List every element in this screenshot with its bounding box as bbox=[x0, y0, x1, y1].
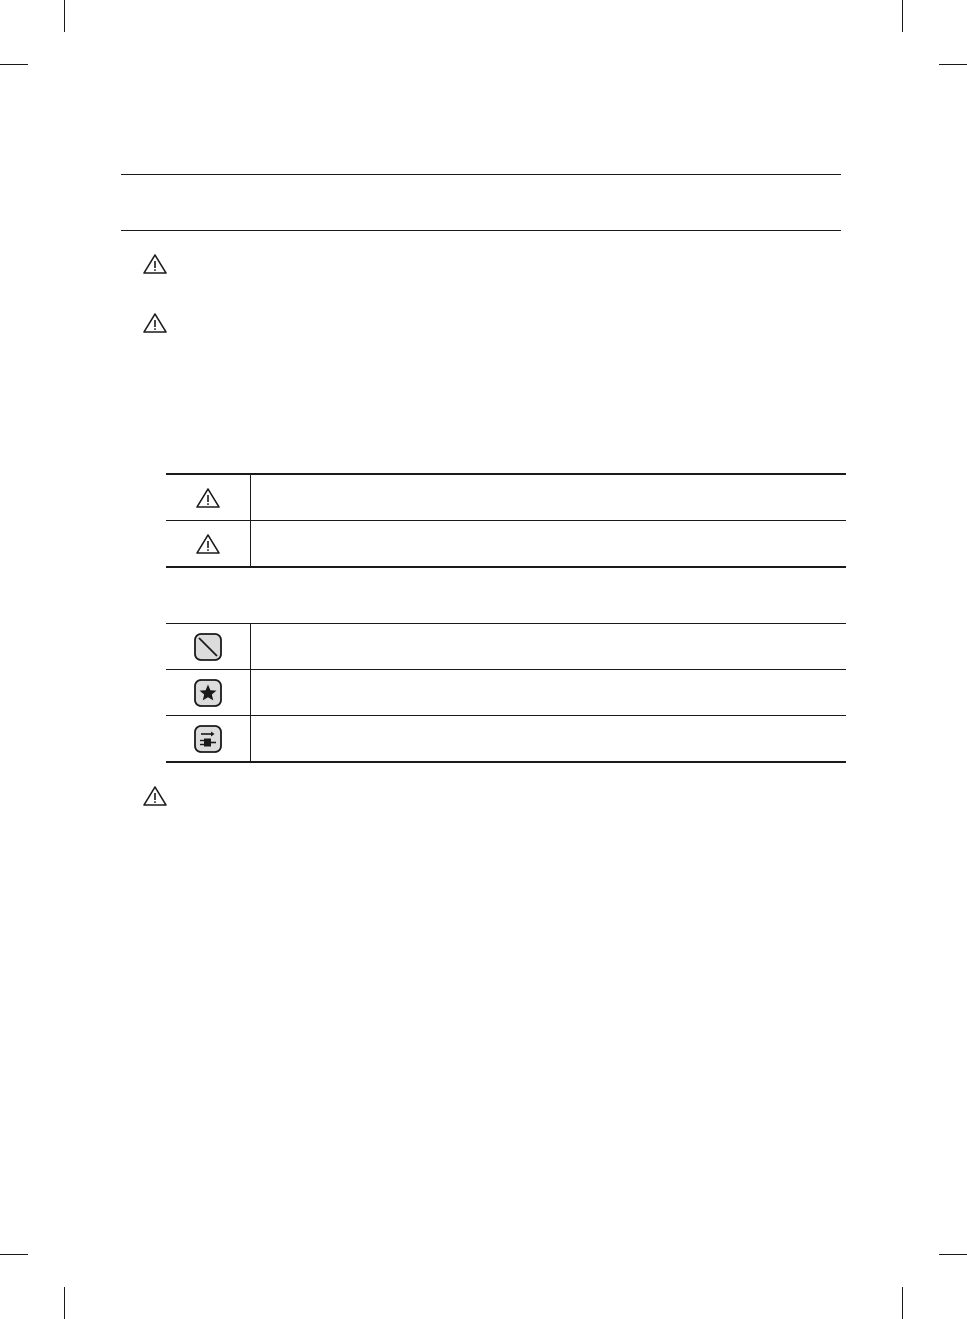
icon-cell bbox=[166, 670, 251, 716]
unplug-icon bbox=[193, 730, 223, 747]
warning-triangle-icon bbox=[142, 312, 168, 334]
table-row bbox=[166, 521, 846, 568]
crop-mark bbox=[0, 64, 28, 65]
crop-mark bbox=[64, 1287, 65, 1319]
warning-triangle-icon bbox=[142, 253, 168, 275]
table-row bbox=[166, 716, 846, 763]
prohibited-sign-icon bbox=[193, 638, 223, 655]
table-cell bbox=[251, 624, 847, 670]
crop-mark bbox=[902, 0, 903, 32]
table-cell bbox=[251, 521, 847, 568]
icon-cell bbox=[166, 521, 251, 568]
icon-cell bbox=[166, 716, 251, 763]
warning-triangle-icon bbox=[142, 785, 168, 807]
crop-mark bbox=[902, 1287, 903, 1319]
table-row bbox=[166, 624, 846, 670]
symbols-table bbox=[166, 623, 846, 763]
header-top-rule bbox=[121, 174, 841, 175]
crop-mark bbox=[64, 0, 65, 32]
crop-mark bbox=[0, 1254, 28, 1255]
table-cell bbox=[251, 474, 847, 521]
header-bottom-rule bbox=[121, 230, 841, 231]
warning-symbols-table bbox=[166, 473, 846, 568]
icon-cell bbox=[166, 624, 251, 670]
warning-triangle-icon bbox=[195, 535, 221, 552]
table-cell bbox=[251, 716, 847, 763]
table-row bbox=[166, 474, 846, 521]
star-icon bbox=[193, 684, 223, 701]
table-cell bbox=[251, 670, 847, 716]
warning-triangle-icon bbox=[195, 489, 221, 506]
icon-cell bbox=[166, 474, 251, 521]
crop-mark bbox=[939, 64, 967, 65]
crop-mark bbox=[939, 1254, 967, 1255]
table-row bbox=[166, 670, 846, 716]
